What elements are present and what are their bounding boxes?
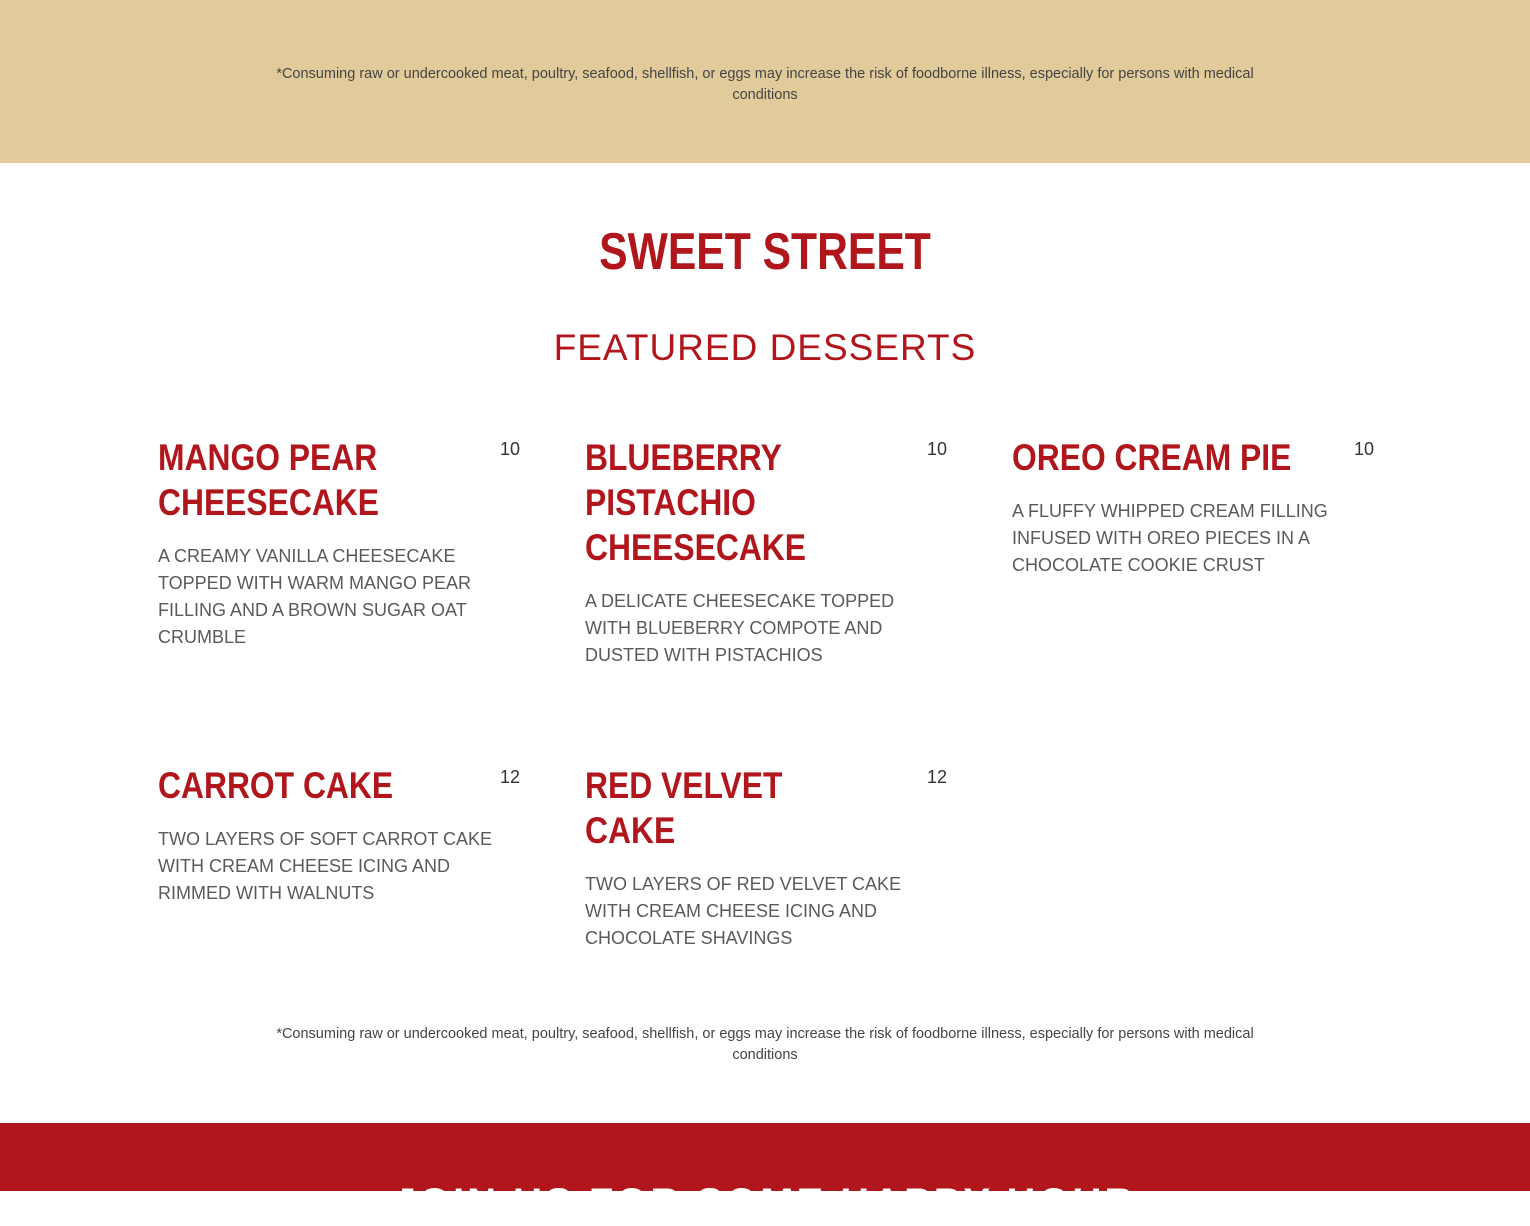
menu-item-price: 10 — [926, 439, 947, 459]
section-subtitle: FEATURED DESSERTS — [553, 327, 977, 368]
menu-item-description: A FLUFFY WHIPPED CREAM FILLING INFUSED WITH OREO PIECES IN A CHOCOLATE COOKIE CRUST — [1012, 501, 1328, 575]
footer-heading: JOIN US FOR SOME HAPPY HOUR — [393, 1181, 1137, 1225]
menu-item-name: OREO CREAM PIE — [1012, 437, 1292, 478]
menu-item-price: 10 — [1353, 439, 1374, 459]
menu-item — [585, 763, 947, 952]
menu-item-name: MANGO PEAR CHEESECAKE — [158, 437, 380, 523]
menu-item-price: 12 — [499, 767, 520, 787]
menu-item-name: CARROT CAKE — [158, 765, 394, 806]
menu-item — [1012, 435, 1374, 579]
menu-item — [585, 435, 947, 669]
menu-item-description: A CREAMY VANILLA CHEESECAKE TOPPED WITH WARM MANGO PEAR FILLING AND A BROWN SUGAR OAT CRUMBLE — [158, 546, 472, 647]
footer-band — [0, 1123, 1530, 1225]
menu-item — [158, 435, 520, 651]
menu-item-name: BLUEBERRY PISTACHIO CHEESECAKE — [585, 437, 807, 568]
menu-item — [158, 763, 520, 907]
menu-item-description: TWO LAYERS OF SOFT CARROT CAKE WITH CREAM CHEESE ICING AND RIMMED WITH WALNUTS — [158, 829, 493, 903]
top-disclaimer-text: *Consuming raw or undercooked meat, poultry, seafood, shellfish, or eggs may increase the risk of foodborne illness, especially for persons with medical conditions — [276, 66, 1254, 103]
menu-item-price: 12 — [926, 767, 947, 787]
bottom-disclaimer-text: *Consuming raw or undercooked meat, poultry, seafood, shellfish, or eggs may increase the risk of foodborne illness, especially for persons with medical conditions — [276, 1026, 1254, 1063]
menu-item-description: A DELICATE CHEESECAKE TOPPED WITH BLUEBERRY COMPOTE AND DUSTED WITH PISTACHIOS — [585, 591, 895, 665]
menu-item-name: RED VELVET CAKE — [585, 765, 783, 851]
menu-item-description: TWO LAYERS OF RED VELVET CAKE WITH CREAM CHEESE ICING AND CHOCOLATE SHAVINGS — [585, 874, 902, 948]
section-title: SWEET STREET — [599, 223, 931, 281]
menu-item-price: 10 — [499, 439, 520, 459]
